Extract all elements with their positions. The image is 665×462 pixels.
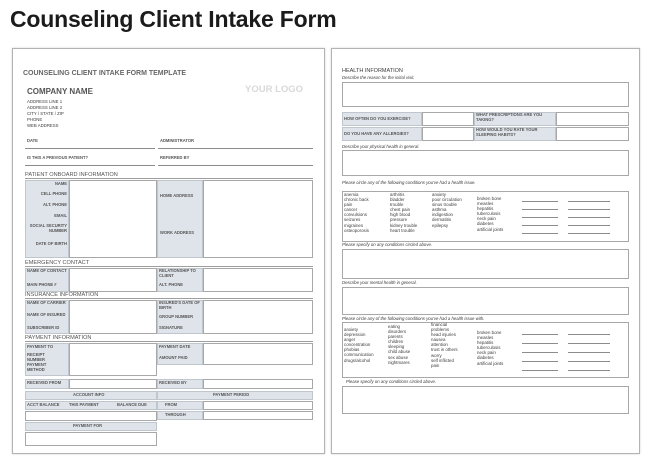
city-state-zip: CITY / STATE / ZIP (27, 111, 64, 116)
payment-date-value-column[interactable] (203, 343, 313, 365)
through-label: THROUGH (165, 412, 186, 417)
payment-date-label: PAYMENT DATE (159, 344, 191, 349)
intake-form-page-2 (331, 48, 640, 454)
reason-answer-box[interactable] (342, 82, 629, 107)
mental-conditions-col-1: anxiety depression anger concentration phobias communication drugs/alcohol (344, 327, 374, 363)
from-label: FROM (165, 402, 178, 407)
mental-conditions-col-4: broken bone measles hepatitis tuberculosis neck pain diabetes artificial joints (477, 330, 504, 366)
onboard-section-header: PATIENT ONBOARD INFORMATION (25, 172, 313, 179)
ssn-label: SOCIAL SECURITY NUMBER (29, 223, 67, 233)
physical-conditions-col-4: broken bone measles hepatitis tuberculosis neck pain diabetes artificial joints (477, 196, 504, 232)
physical-answer-line[interactable] (522, 209, 558, 210)
from-cell (157, 401, 203, 410)
specify-answer-box-2[interactable] (342, 386, 629, 414)
acct-balance-label: ACCT BALANCE (27, 402, 60, 407)
physical-prompt: Describe your physical health in general. (342, 144, 420, 149)
exercise-label: HOW OFTEN DO YOU EXERCISE? (344, 116, 411, 121)
payment-value-column[interactable] (69, 343, 157, 376)
group-number-label: GROUP NUMBER (159, 314, 194, 319)
specify-answer-box-1[interactable] (342, 249, 629, 279)
insured-dob-label: INSURED'S DATE OF BIRTH (159, 300, 200, 310)
prescriptions-label: WHAT PRESCRIPTIONS ARE YOU TAKING? (476, 112, 543, 122)
physical-answer-line[interactable] (522, 217, 558, 218)
emergency-section-header: EMERGENCY CONTACT (25, 260, 313, 267)
mental-conditions-col-3: financial problems head injuries nausea attention trust in others worry self inflicted pain (431, 322, 458, 368)
administrator-label: ADMINISTRATOR (160, 138, 194, 143)
physical-conditions-col-1: anemia chronic back pain cancer convulsions seizures migraines osteoporosis (344, 192, 369, 233)
payment-for-label: PAYMENT FOR (73, 423, 103, 428)
from-field[interactable] (203, 401, 313, 410)
mental-answer-line[interactable] (568, 361, 610, 362)
mental-answer-line[interactable] (568, 370, 610, 371)
address-line-2: ADDRESS LINE 2 (27, 105, 63, 110)
physical-answer-line[interactable] (522, 201, 558, 202)
mental-answer-line[interactable] (522, 352, 558, 353)
emergency-value-column[interactable] (69, 268, 157, 292)
allergies-answer[interactable] (422, 127, 474, 141)
balance-due-label: BALANCE DUE (117, 402, 147, 407)
web-address: WEB ADDRESS (27, 123, 59, 128)
payment-for-field[interactable] (25, 432, 157, 446)
physical-answer-line[interactable] (568, 225, 610, 226)
dob-label: DATE OF BIRTH (35, 241, 67, 246)
payment-period-label: PAYMENT PERIOD (213, 392, 250, 397)
address-value-column[interactable] (203, 180, 313, 258)
template-title: COUNSELING CLIENT INTAKE FORM TEMPLATE (23, 70, 187, 77)
received-from-field[interactable] (69, 379, 157, 389)
referred-by-field[interactable] (158, 165, 313, 166)
address-line-1: ADDRESS LINE 1 (27, 99, 63, 104)
date-label: DATE (27, 138, 38, 143)
payment-section-header: PAYMENT INFORMATION (25, 335, 313, 342)
balance-values-row[interactable] (25, 411, 157, 421)
address-label-column (157, 180, 203, 258)
mental-answer-line[interactable] (568, 343, 610, 344)
receipt-number-label: RECEIPT NUMBER (27, 352, 45, 362)
payment-method-label: PAYMENT METHOD (27, 362, 47, 372)
relationship-label: RELATIONSHIP TO CLIENT (159, 268, 196, 278)
received-from-label: RECEIVED FROM (27, 380, 62, 385)
intake-form-page-1 (12, 48, 325, 454)
specify-prompt-2: Please specify on any conditions circled above. (346, 379, 437, 384)
mental-answer-line[interactable] (522, 361, 558, 362)
reason-prompt: Describe the reason for the initial visit. (342, 75, 415, 80)
logo-placeholder: YOUR LOGO (245, 84, 304, 95)
alt-phone-label: ALT. PHONE (42, 202, 67, 207)
circle-mental-prompt: Please circle any of the following conditions you've had a health issue with. (342, 316, 485, 321)
physical-answer-box[interactable] (342, 150, 629, 176)
referred-by-label: REFERRED BY (160, 155, 190, 160)
name-label: NAME (54, 181, 67, 186)
home-address-label: HOME ADDRESS (160, 193, 194, 198)
alt-phone-2-label: ALT. PHONE (159, 282, 184, 287)
sleep-answer[interactable] (556, 127, 629, 141)
cell-phone-label: CELL PHONE (40, 191, 67, 196)
previous-patient-field[interactable] (25, 165, 155, 166)
previous-patient-label: IS THIS A PREVIOUS PATIENT? (27, 155, 88, 160)
date-field[interactable] (25, 148, 155, 149)
phone-line: PHONE (27, 117, 43, 122)
main-phone-label: MAIN PHONE # (27, 282, 57, 287)
administrator-field[interactable] (158, 148, 313, 149)
mental-answer-line[interactable] (522, 370, 558, 371)
physical-answer-line[interactable] (568, 209, 610, 210)
work-address-label: WORK ADDRESS (160, 230, 194, 235)
physical-answer-line[interactable] (568, 217, 610, 218)
sleep-label: HOW WOULD YOU RATE YOUR SLEEPING HABITS? (476, 127, 538, 137)
subscriber-id-label: SUBSCRIBER ID (27, 325, 60, 330)
mental-answer-line[interactable] (522, 334, 558, 335)
physical-answer-line[interactable] (568, 233, 610, 234)
mental-answer-line[interactable] (522, 343, 558, 344)
received-by-label: RECEIVED BY (159, 380, 187, 385)
allergies-label: DO YOU HAVE ANY ALLERGIES? (344, 131, 409, 136)
account-info-label: ACCOUNT INFO (73, 392, 105, 397)
amount-paid-label: AMOUNT PAID (159, 355, 188, 360)
mental-answer-line[interactable] (568, 334, 610, 335)
mental-answer-line[interactable] (568, 352, 610, 353)
physical-answer-line[interactable] (568, 201, 610, 202)
exercise-answer[interactable] (422, 112, 474, 126)
insurance-value-column[interactable] (69, 300, 157, 334)
relationship-value-column[interactable] (203, 268, 313, 292)
payment-to-label: PAYMENT TO (27, 344, 54, 349)
this-payment-label: THIS PAYMENT (69, 402, 99, 407)
physical-conditions-col-2: arthritis bladder trouble chest pain high blood pressure kidney trouble heart trouble (390, 192, 418, 233)
insured-value-column[interactable] (203, 300, 313, 334)
signature-label: SIGNATURE (159, 325, 183, 330)
onboard-value-column[interactable] (69, 180, 157, 258)
mental-answer-box[interactable] (342, 287, 629, 315)
received-by-field[interactable] (203, 379, 313, 389)
physical-answer-line[interactable] (522, 233, 558, 234)
insured-name-label: NAME OF INSURED (27, 312, 66, 317)
company-name: COMPANY NAME (27, 87, 93, 96)
contact-name-label: NAME OF CONTACT (27, 268, 67, 273)
mental-conditions-col-2: eating disorders parents children sleeping child abuse sex abuse nightmares (388, 324, 411, 365)
page-title: Counseling Client Intake Form (10, 6, 337, 32)
physical-answer-line[interactable] (522, 225, 558, 226)
insurance-section-header: INSURANCE INFORMATION (25, 292, 313, 299)
mental-prompt: Describe your mental health in general. (342, 280, 417, 285)
physical-conditions-col-3: anxiety poor circulation sinus trouble asthma indigestion dermatitis epilepsy (432, 192, 462, 228)
through-field[interactable] (203, 411, 313, 420)
prescriptions-answer[interactable] (556, 112, 629, 126)
carrier-label: NAME OF CARRIER (27, 300, 66, 305)
health-section-header: HEALTH INFORMATION (342, 68, 403, 74)
specify-prompt-1: Please specify on any conditions circled above. (342, 242, 433, 247)
circle-physical-prompt: Please circle any of the following conditions you've had a health issue. (342, 180, 476, 185)
email-label: EMAIL (54, 213, 67, 218)
